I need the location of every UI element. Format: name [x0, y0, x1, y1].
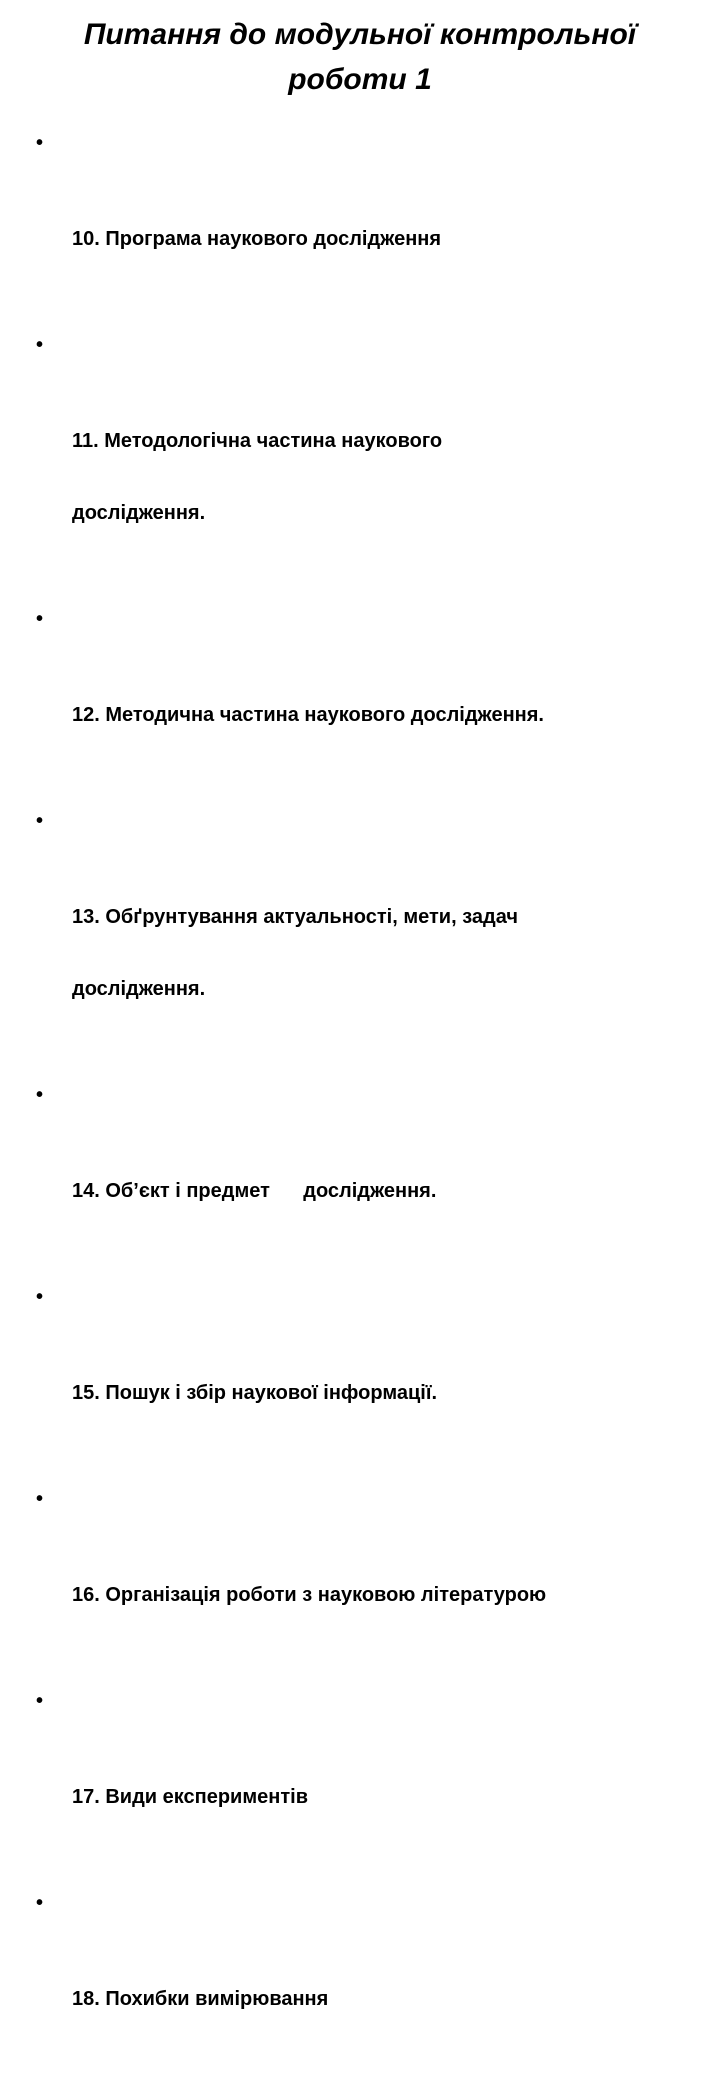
list-item-text: [72, 882, 676, 1048]
list-item: [36, 1487, 676, 1679]
list-item: [36, 131, 676, 323]
list-item-line: 18. Похибки вимірювання: [72, 1988, 329, 2010]
list-item-text: [72, 204, 676, 298]
list-item-text: [72, 1762, 676, 1856]
list-item-line: 17. Види експериментів: [72, 1786, 308, 1808]
bullet-icon: •: [36, 1690, 44, 1712]
bullet-icon: •: [36, 1286, 44, 1308]
list-item-line: 11. Методологічна частина наукового: [72, 430, 443, 452]
list-item: [36, 607, 676, 799]
list-item: [36, 1285, 676, 1477]
bullet-icon: •: [36, 334, 44, 356]
slide-title-line-1: Питання до модульної контрольної: [83, 18, 637, 51]
list-item-text: [72, 1560, 676, 1654]
slide-title: [40, 12, 680, 102]
list-item: [36, 1083, 676, 1275]
list-item-line: 12. Методична частина наукового дослідження.: [72, 704, 544, 726]
list-item-line: 16. Організація роботи з науковою літературою: [72, 1584, 547, 1606]
list-item-line: 13. Обґрунтування актуальності, мети, задач: [72, 906, 518, 928]
list-item-text: [72, 1964, 676, 2058]
bullet-icon: •: [36, 1488, 44, 1510]
list-item-line: 15. Пошук і збір наукової інформації.: [72, 1382, 437, 1404]
list-item-line: дослідження.: [72, 502, 206, 524]
list-item-line: 10. Програма наукового дослідження: [72, 228, 442, 250]
list-item-text: [72, 1358, 676, 1452]
list-item-text: [72, 406, 676, 572]
list-item: [36, 333, 676, 597]
bullet-icon: •: [36, 608, 44, 630]
list-item-line: дослідження.: [72, 978, 206, 1000]
bullet-icon: •: [36, 810, 44, 832]
list-item: [36, 1891, 676, 2083]
slide-title-line-2: роботи 1: [288, 63, 432, 96]
list-item-text: [72, 1156, 676, 1250]
list-item-line: 14. Об’єкт і предмет дослідження.: [72, 1180, 437, 1202]
list-item: [36, 1689, 676, 1881]
bullet-icon: •: [36, 132, 44, 154]
bullet-icon: •: [36, 1084, 44, 1106]
list-item: [36, 809, 676, 1073]
bullet-icon: •: [36, 1892, 44, 1914]
question-list: [36, 131, 676, 2093]
list-item-text: [72, 680, 676, 774]
